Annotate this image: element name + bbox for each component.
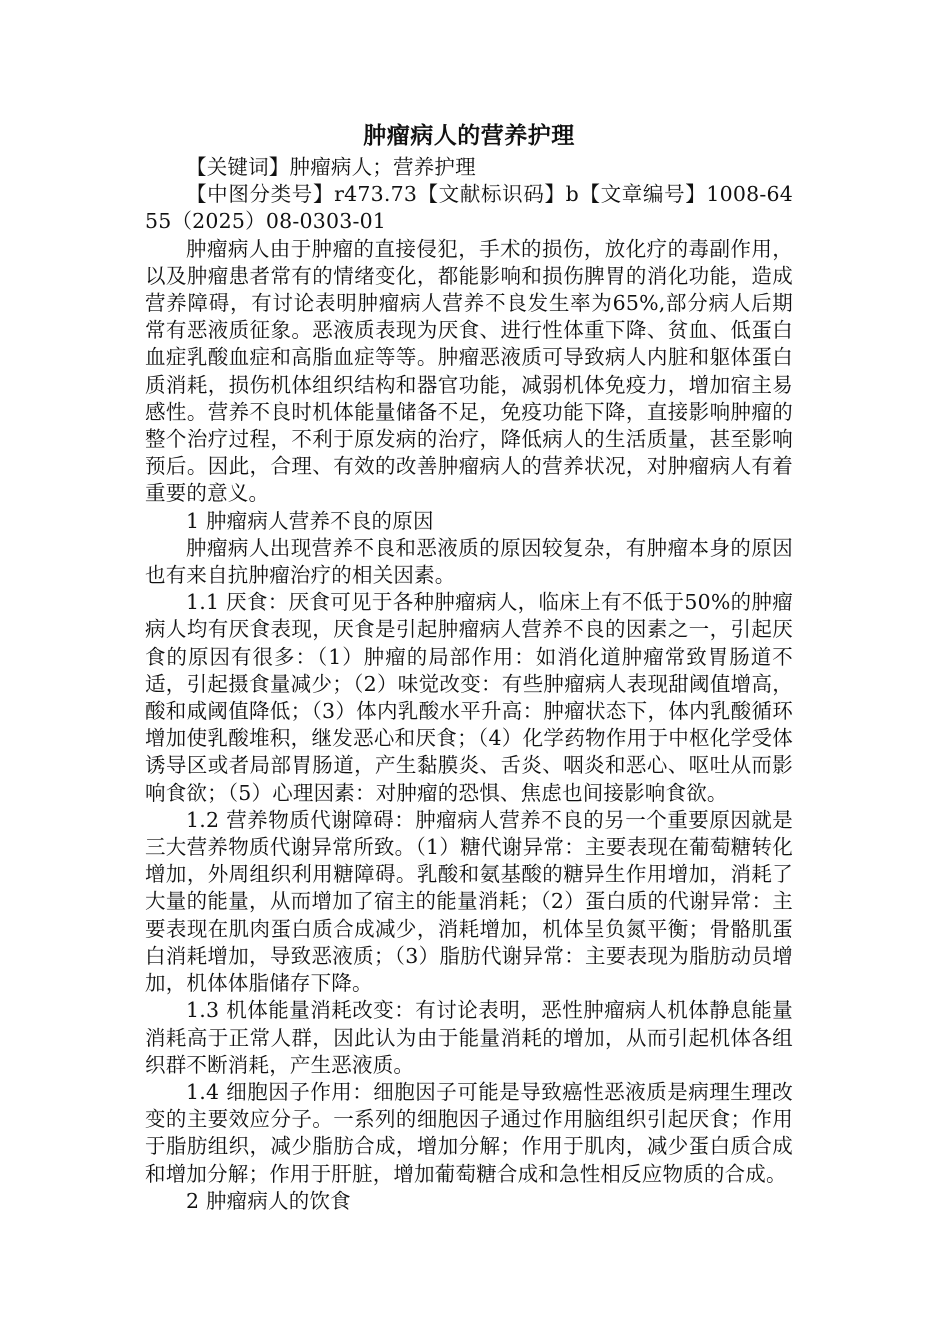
subsection-1-2: 1.2 营养物质代谢障碍：肿瘤病人营养不良的另一个重要原因就是三大营养物质代谢异常所致。（1）糖代谢异常：主要表现在葡萄糖转化增加，外周组织利用糖障碍。乳酸和氨基酸的糖异生作用增加，消耗了大量的能量，从而增加了宿主的能量消耗；（2）蛋白质的代谢异常：主要表现在肌肉蛋白质合成减少，消耗增加，机体呈负氮平衡；骨骼肌蛋白消耗增加，导致恶液质；（3）脂肪代谢异常：主要表现为脂肪动员增加，机体体脂储存下降。 xyxy=(145,807,793,996)
keywords-line: 【关键词】肿瘤病人；营养护理 xyxy=(186,155,476,179)
body-paragraph: 肿瘤病人出现营养不良和恶液质的原因较复杂，有肿瘤本身的原因也有来自抗肿瘤治疗的相关因素。 xyxy=(145,535,793,588)
subsection-1-3: 1.3 机体能量消耗改变：有讨论表明，恶性肿瘤病人机体静息能量消耗高于正常人群，因此认为由于能量消耗的增加，从而引起机体各组织群不断消耗，产生恶液质。 xyxy=(145,998,793,1077)
subsection-1-4: 1.4 细胞因子作用：细胞因子可能是导致癌性恶液质是病理生理改变的主要效应分子。一系列的细胞因子通过作用脑组织引起厌食；作用于脂肪组织，减少脂肪合成，增加分解；作用于肌肉，减少蛋白质合成和增加分解；作用于肝脏，增加葡萄糖合成和急性相反应物质的合成。 xyxy=(145,1079,793,1186)
section-heading-2: 2 肿瘤病人的饮食 xyxy=(186,1188,351,1213)
classification-line: 【中图分类号】r473.73【文献标识码】b【文章编号】1008-6455（2025）08-0303-01 xyxy=(145,182,793,234)
document-page xyxy=(145,118,793,1215)
document-title: 肿瘤病人的营养护理 xyxy=(363,122,575,149)
body-paragraph-intro: 肿瘤病人由于肿瘤的直接侵犯，手术的损伤，放化疗的毒副作用，以及肿瘤患者常有的情绪变化，都能影响和损伤脾胃的消化功能，造成营养障碍，有讨论表明肿瘤病人营养不良发生率为65%,部分病人后期常有恶液质征象。恶液质表现为厌食、进行性体重下降、贫血、低蛋白血症乳酸血症和高脂血症等等。肿瘤恶液质可导致病人内脏和躯体蛋白质消耗，损伤机体组织结构和器官功能，减弱机体免疫力，增加宿主易感性。营养不良时机体能量储备不足，免疫功能下降，直接影响肿瘤的整个治疗过程，不利于原发病的治疗，降低病人的生活质量，甚至影响预后。因此，合理、有效的改善肿瘤病人的营养状况，对肿瘤病人有着重要的意义。 xyxy=(145,236,793,506)
section-heading-1: 1 肿瘤病人营养不良的原因 xyxy=(186,508,434,533)
subsection-1-1: 1.1 厌食：厌食可见于各种肿瘤病人，临床上有不低于50%的肿瘤病人均有厌食表现，厌食是引起肿瘤病人营养不良的因素之一，引起厌食的原因有很多：（1）肿瘤的局部作用：如消化道肿瘤常致胃肠道不适，引起摄食量减少；（2）味觉改变：有些肿瘤病人表现甜阈值增高，酸和咸阈值降低；（3）体内乳酸水平升高：肿瘤状态下，体内乳酸循环增加使乳酸堆积，继发恶心和厌食；（4）化学药物作用于中枢化学受体诱导区或者局部胃肠道，产生黏膜炎、舌炎、咽炎和恶心、呕吐从而影响食欲；（5）心理因素：对肿瘤的恐惧、焦虑也间接影响食欲。 xyxy=(145,590,793,805)
